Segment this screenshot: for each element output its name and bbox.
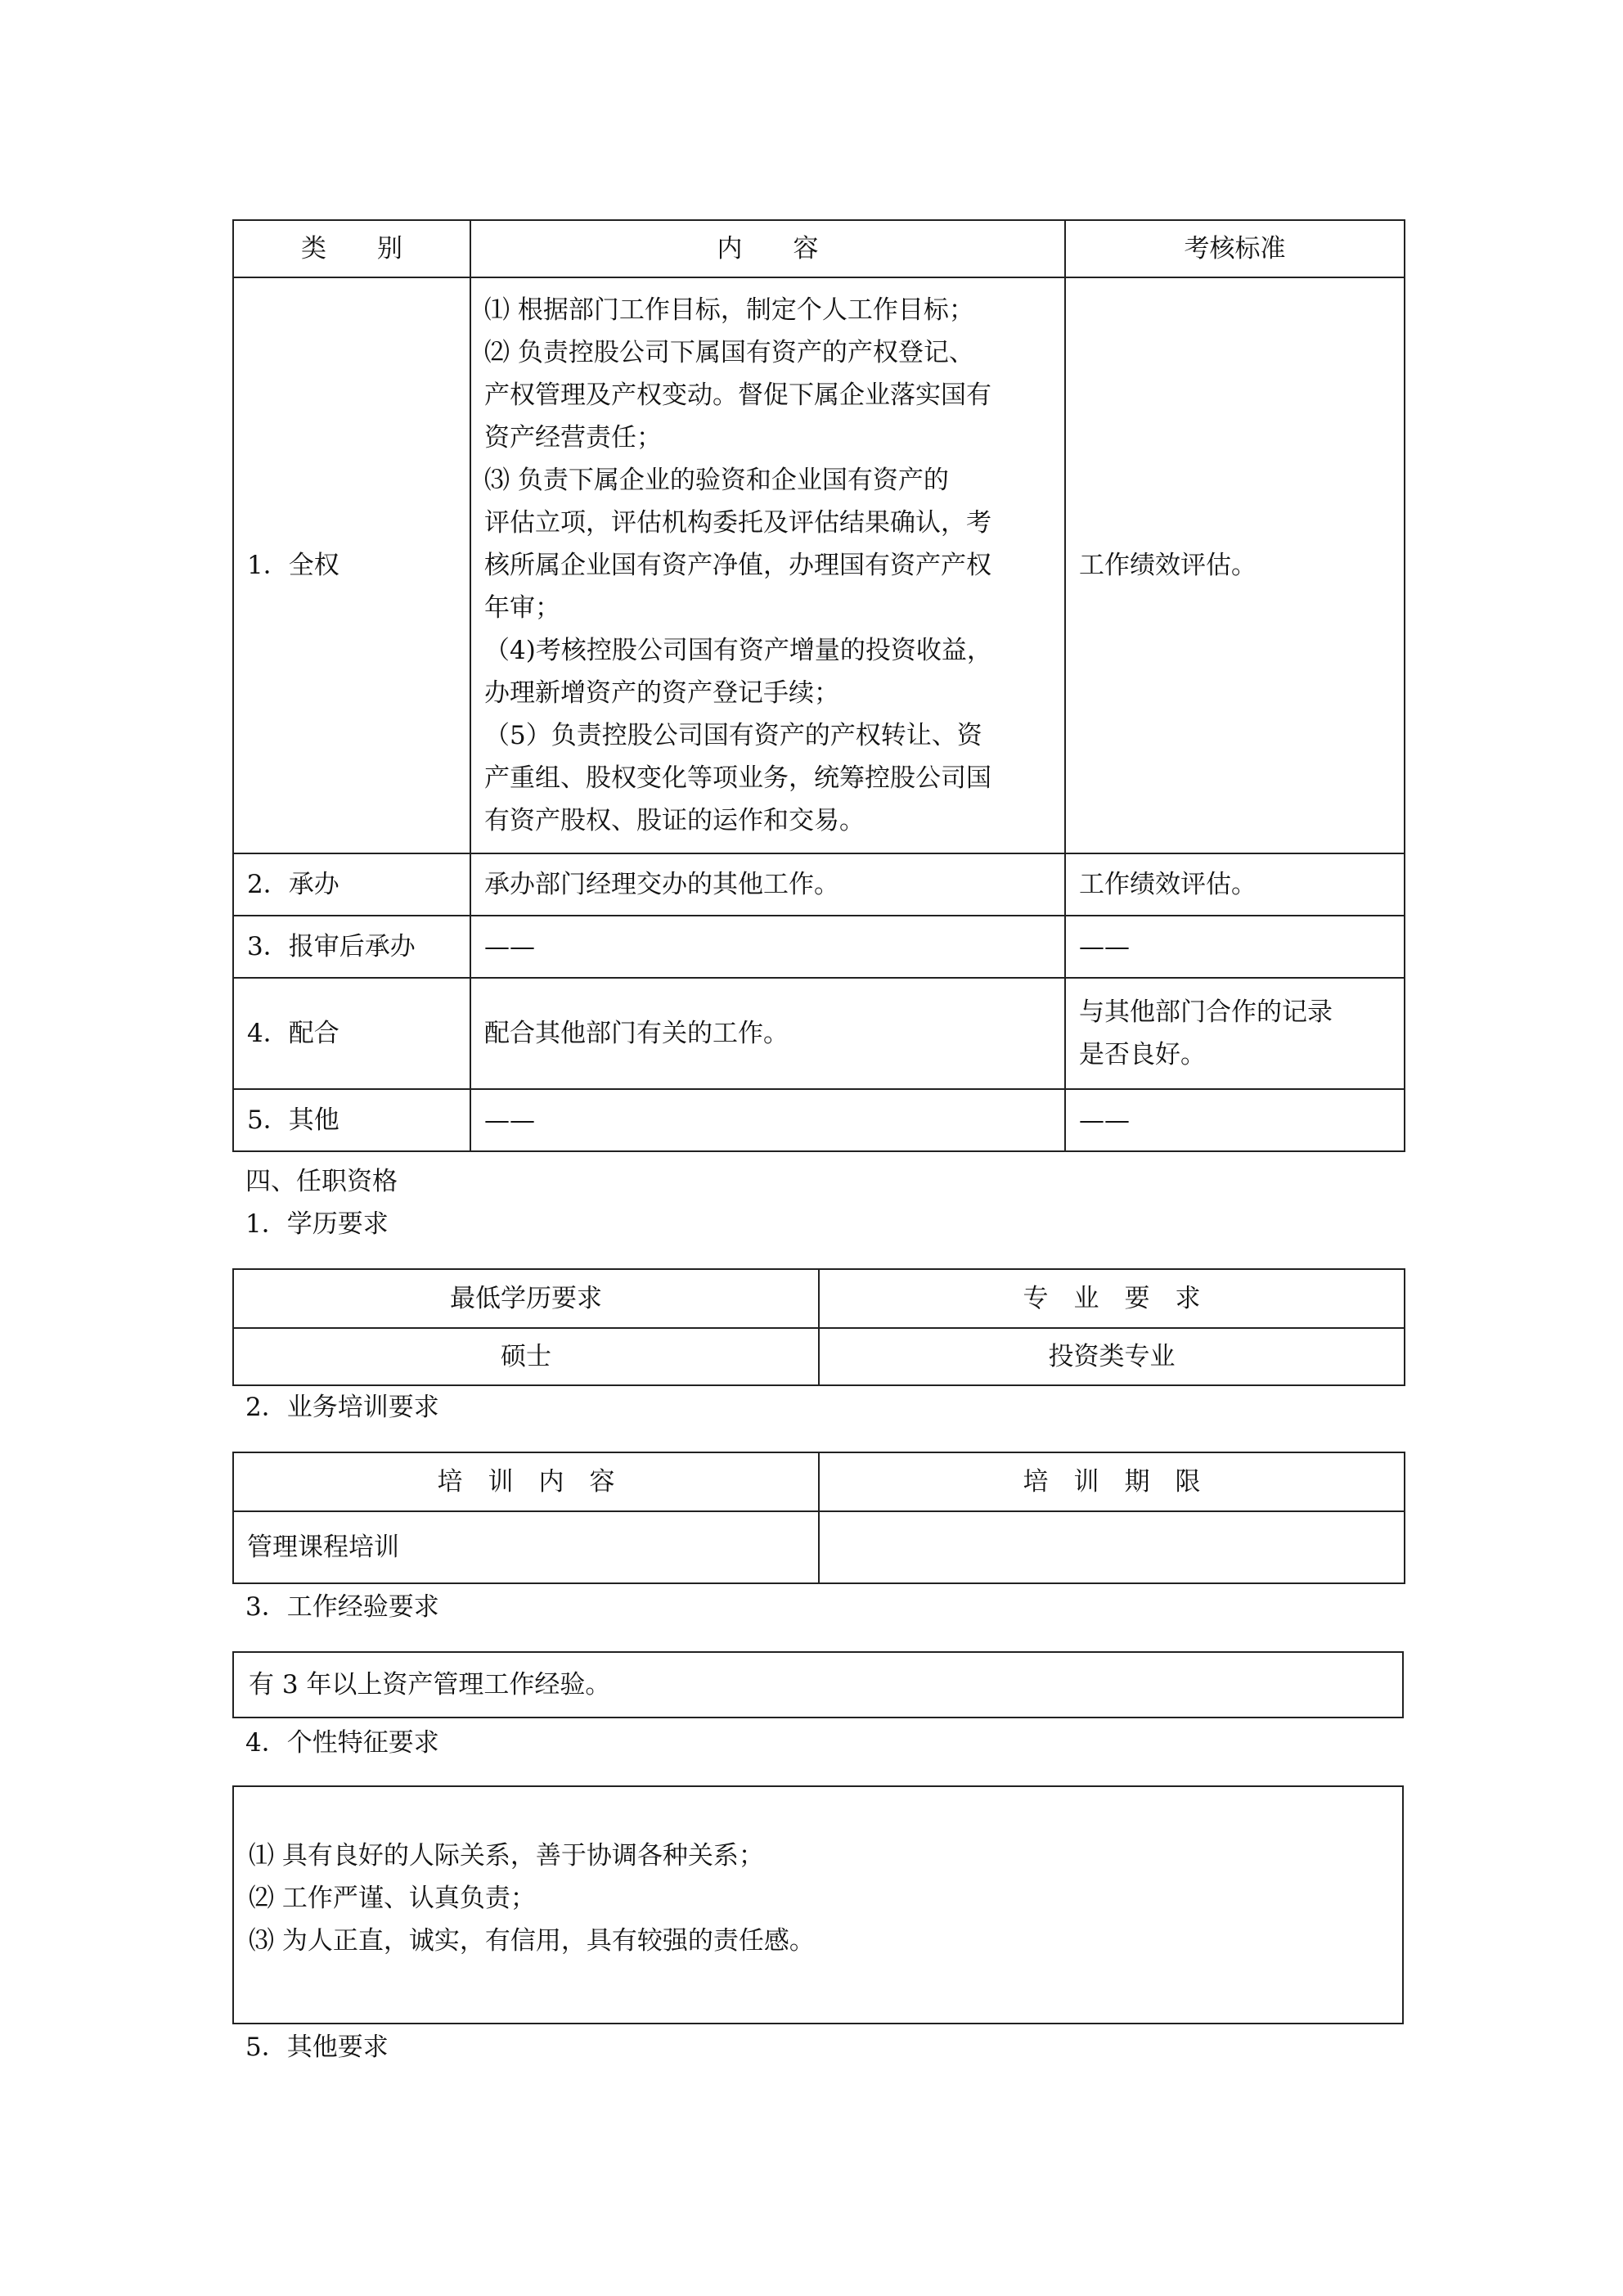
category-cell: 3．报审后承办	[233, 916, 470, 978]
personality-line: ⑶ 为人正直，诚实，有信用，具有较强的责任感。	[249, 1926, 815, 1956]
duties-row-1	[233, 277, 1405, 853]
standard-cell: ——	[1065, 916, 1405, 978]
content-cell: ——	[470, 916, 1065, 978]
education-header: 专 业 要 求	[819, 1269, 1405, 1328]
category-cell: 2．承办	[233, 853, 470, 916]
content-cell: ——	[470, 1089, 1065, 1151]
education-title: 1．学历要求	[245, 1209, 389, 1239]
standard-line: 是否良好。	[1079, 1040, 1206, 1069]
content-line: （4)考核控股公司国有资产增量的投资收益，	[484, 636, 992, 665]
education-header: 最低学历要求	[233, 1269, 819, 1328]
content-line: 产重组、股权变化等项业务，统筹控股公司国	[484, 763, 991, 793]
duties-row-5	[233, 1089, 1405, 1151]
content-cell: 承办部门经理交办的其他工作。	[470, 853, 1065, 916]
experience-box	[232, 1651, 1404, 1718]
training-header-row	[233, 1452, 1405, 1511]
duties-row-3	[233, 916, 1405, 978]
category-cell: 4．配合	[233, 978, 470, 1089]
section-title: 四、任职资格	[245, 1167, 398, 1196]
training-header: 培 训 内 容	[233, 1452, 819, 1511]
content-line: 评估立项，评估机构委托及评估结果确认，考	[484, 508, 991, 538]
content-line: 有资产股权、股证的运作和交易。	[484, 806, 865, 835]
education-header-row	[233, 1269, 1405, 1328]
experience-title: 3．工作经验要求	[245, 1592, 439, 1622]
duties-row-2	[233, 853, 1405, 916]
experience-text: 有 3 年以上资产管理工作经验。	[249, 1670, 611, 1699]
content-line: 办理新增资产的资产登记手续；	[484, 678, 839, 708]
header-content: 内 容	[470, 220, 1065, 277]
content-line: 核所属企业国有资产净值，办理国有资产产权	[484, 551, 991, 580]
duties-header-row	[233, 220, 1405, 277]
personality-line: ⑴ 具有良好的人际关系，善于协调各种关系；	[249, 1841, 764, 1871]
education-value: 投资类专业	[819, 1328, 1405, 1385]
content-line: ⑵ 负责控股公司下属国有资产的产权登记、	[484, 338, 974, 367]
content-line: 年审；	[484, 593, 560, 623]
personality-title: 4．个性特征要求	[245, 1728, 439, 1758]
education-value-row	[233, 1328, 1405, 1385]
training-value	[819, 1511, 1405, 1583]
education-value: 硕士	[233, 1328, 819, 1385]
personality-line: ⑵ 工作严谨、认真负责；	[249, 1884, 536, 1913]
standard-cell	[1065, 978, 1405, 1089]
standard-cell: 工作绩效评估。	[1065, 853, 1405, 916]
content-line: ⑶ 负责下属企业的验资和企业国有资产的	[484, 466, 949, 495]
content-line: 产权管理及产权变动。督促下属企业落实国有	[484, 380, 991, 410]
standard-cell: ——	[1065, 1089, 1405, 1151]
content-line: ⑴ 根据部门工作目标，制定个人工作目标；	[484, 295, 974, 325]
training-header: 培 训 期 限	[819, 1452, 1405, 1511]
content-cell: 配合其他部门有关的工作。	[470, 978, 1065, 1089]
training-value-row	[233, 1511, 1405, 1583]
category-cell: 5．其他	[233, 1089, 470, 1151]
other-title: 5．其他要求	[245, 2033, 389, 2062]
training-table	[232, 1452, 1405, 1584]
standard-cell: 工作绩效评估。	[1065, 277, 1405, 853]
duties-table	[232, 219, 1405, 1152]
content-cell	[470, 277, 1065, 853]
content-line: （5）负责控股公司国有资产的产权转让、资	[484, 721, 982, 750]
category-cell: 1．全权	[233, 277, 470, 853]
personality-box	[232, 1785, 1404, 2024]
header-standard: 考核标准	[1065, 220, 1405, 277]
content-line: 资产经营责任；	[484, 423, 662, 452]
education-table	[232, 1268, 1405, 1386]
training-title: 2．业务培训要求	[245, 1393, 439, 1422]
training-value: 管理课程培训	[233, 1511, 819, 1583]
duties-row-4	[233, 978, 1405, 1089]
standard-line: 与其他部门合作的记录	[1079, 997, 1333, 1027]
header-category: 类 别	[233, 220, 470, 277]
